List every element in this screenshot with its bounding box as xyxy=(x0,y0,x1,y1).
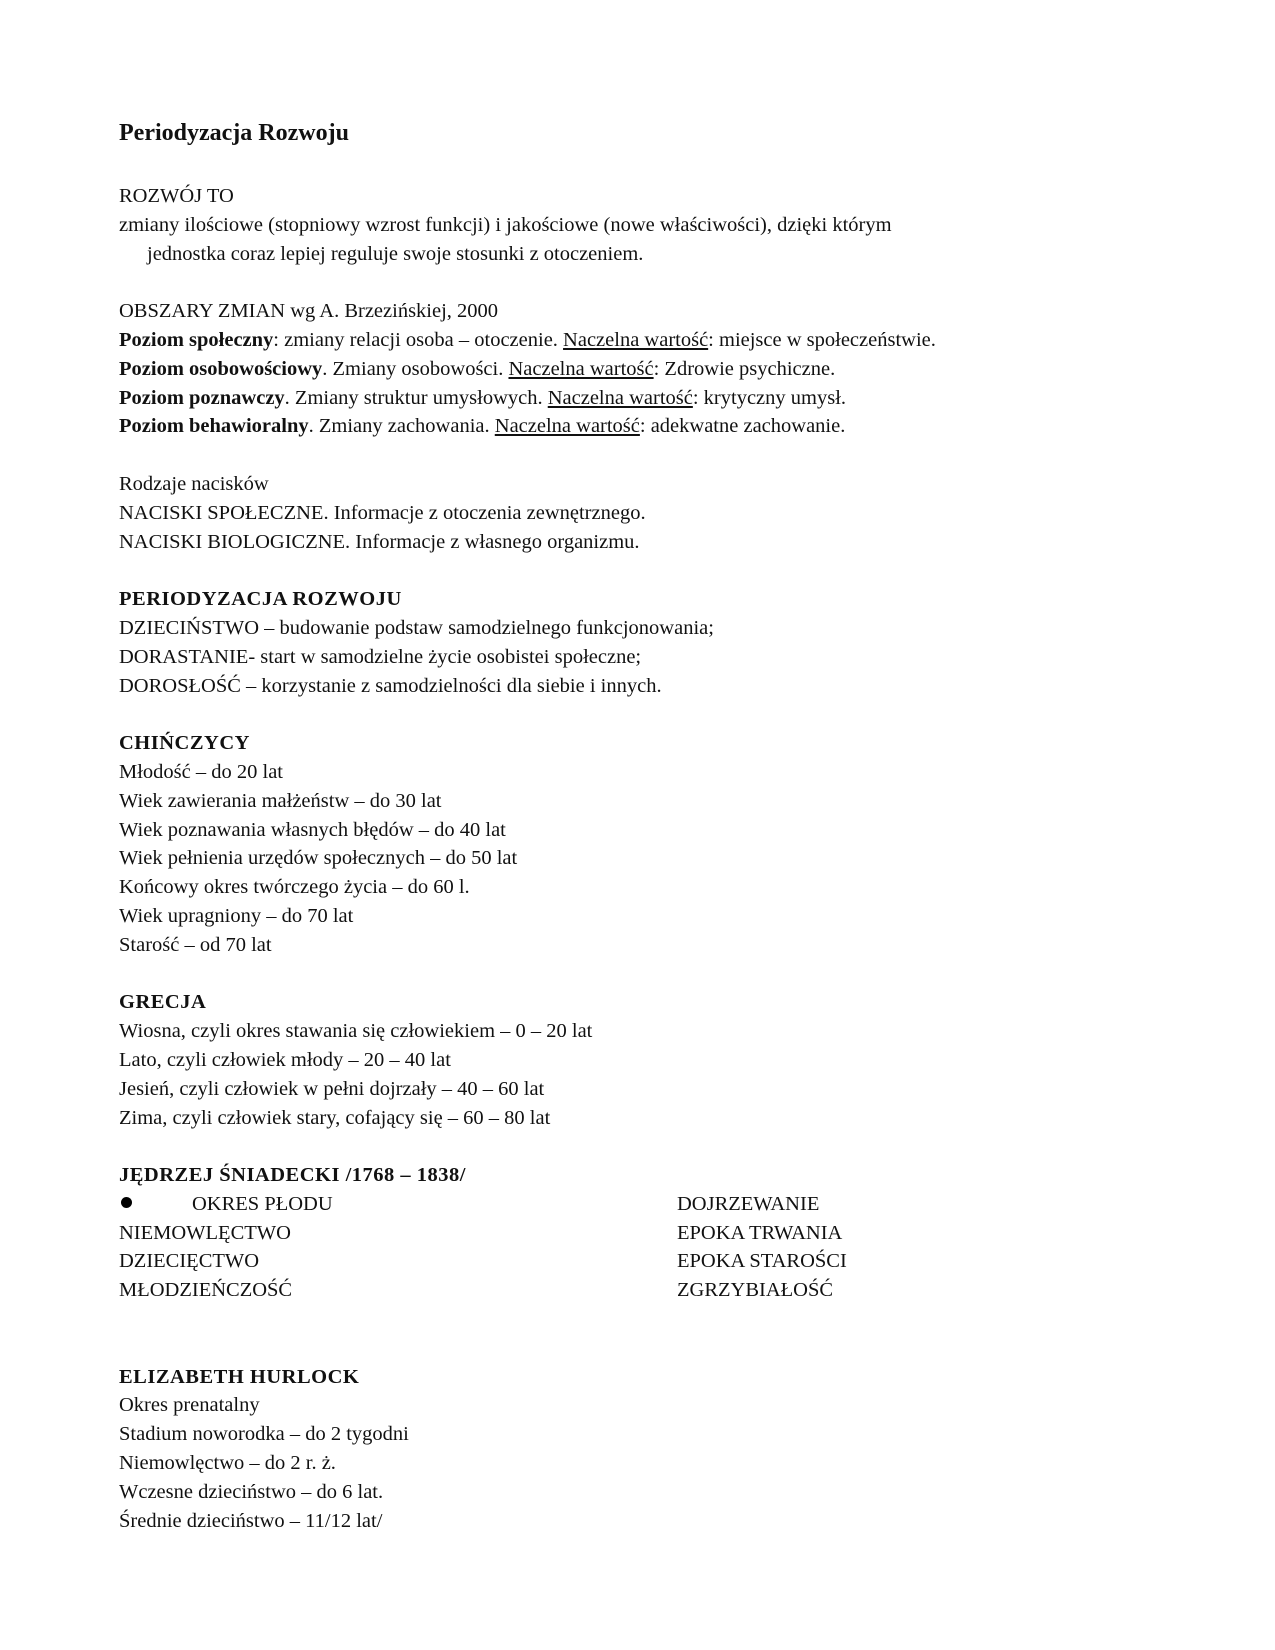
list-item: DOJRZEWANIE xyxy=(677,1192,820,1215)
section-heading: CHIŃCZYCY xyxy=(119,732,250,755)
document-title: Periodyzacja Rozwoju xyxy=(119,120,349,146)
bullet-icon xyxy=(119,1190,192,1219)
list-item: DORASTANIE- start w samodzielne życie osobistei społeczne; xyxy=(119,645,642,668)
obszar-item: Poziom osobowościowy. Zmiany osobowości. Naczelna wartość: Zdrowie psychiczne. xyxy=(119,357,836,380)
list-item: DZIECIĘCTWO xyxy=(119,1250,260,1273)
list-item: Zima, czyli człowiek stary, cofający się – 60 – 80 lat xyxy=(119,1106,551,1129)
list-item: Okres prenatalny xyxy=(119,1394,260,1417)
list-item: EPOKA STAROŚCI xyxy=(677,1250,847,1273)
sniadecki-columns xyxy=(119,1190,1159,1305)
section-heading: ELIZABETH HURLOCK xyxy=(119,1365,360,1388)
list-item: Wiek pełnienia urzędów społecznych – do 50 lat xyxy=(119,847,518,870)
rozwoj-definition-cont: jednostka coraz lepiej reguluje swoje stosunki z otoczeniem. xyxy=(147,242,644,265)
naciski-heading: Rodzaje nacisków xyxy=(119,472,269,495)
rozwoj-heading: ROZWÓJ TO xyxy=(119,185,234,207)
list-item: Jesień, czyli człowiek w pełni dojrzały – 40 – 60 lat xyxy=(119,1077,545,1100)
list-item: OKRES PŁODU xyxy=(119,1190,677,1219)
section-heading: JĘDRZEJ ŚNIADECKI /1768 – 1838/ xyxy=(119,1164,466,1187)
list-item: EPOKA TRWANIA xyxy=(677,1221,843,1244)
list-item: Wczesne dzieciństwo – do 6 lat. xyxy=(119,1480,384,1503)
list-item: Młodość – do 20 lat xyxy=(119,760,283,783)
section-heading: GRECJA xyxy=(119,991,207,1014)
list-item: MŁODZIEŃCZOŚĆ xyxy=(119,1279,293,1302)
list-item: Stadium noworodka – do 2 tygodni xyxy=(119,1423,409,1446)
list-item: Wiek upragniony – do 70 lat xyxy=(119,904,354,927)
list-item: Średnie dzieciństwo – 11/12 lat/ xyxy=(119,1509,383,1532)
obszar-item: Poziom społeczny: zmiany relacji osoba – otoczenie. Naczelna wartość: miejsce w społeczeństwie. xyxy=(119,328,936,351)
list-item: DOROSŁOŚĆ – korzystanie z samodzielności dla siebie i innych. xyxy=(119,674,662,697)
list-item: Końcowy okres twórczego życia – do 60 l. xyxy=(119,876,470,899)
list-item: ZGRZYBIAŁOŚĆ xyxy=(677,1279,834,1302)
list-item: Niemowlęctwo – do 2 r. ż. xyxy=(119,1452,336,1475)
section-heading: PERIODYZACJA ROZWOJU xyxy=(119,588,402,611)
list-item: Wiosna, czyli okres stawania się człowiekiem – 0 – 20 lat xyxy=(119,1020,593,1043)
list-item: NACISKI SPOŁECZNE. Informacje z otoczenia zewnętrznego. xyxy=(119,501,646,524)
list-item: Wiek poznawania własnych błędów – do 40 lat xyxy=(119,818,506,841)
obszary-heading: OBSZARY ZMIAN wg A. Brzezińskiej, 2000 xyxy=(119,300,499,323)
list-item: DZIECIŃSTWO – budowanie podstaw samodzielnego funkcjonowania; xyxy=(119,616,714,639)
rozwoj-definition: zmiany ilościowe (stopniowy wzrost funkcji) i jakościowe (nowe właściwości), dzięki którym xyxy=(119,213,892,236)
obszar-item: Poziom behawioralny. Zmiany zachowania. Naczelna wartość: adekwatne zachowanie. xyxy=(119,415,846,438)
list-item: Lato, czyli człowiek młody – 20 – 40 lat xyxy=(119,1048,451,1071)
list-item: Starość – od 70 lat xyxy=(119,933,272,956)
list-item: NIEMOWLĘCTWO xyxy=(119,1221,291,1244)
document-page xyxy=(119,118,1159,1535)
list-item: NACISKI BIOLOGICZNE. Informacje z własnego organizmu. xyxy=(119,530,640,553)
obszar-item: Poziom poznawczy. Zmiany struktur umysłowych. Naczelna wartość: krytyczny umysł. xyxy=(119,386,847,409)
list-item: Wiek zawierania małżeństw – do 30 lat xyxy=(119,789,442,812)
